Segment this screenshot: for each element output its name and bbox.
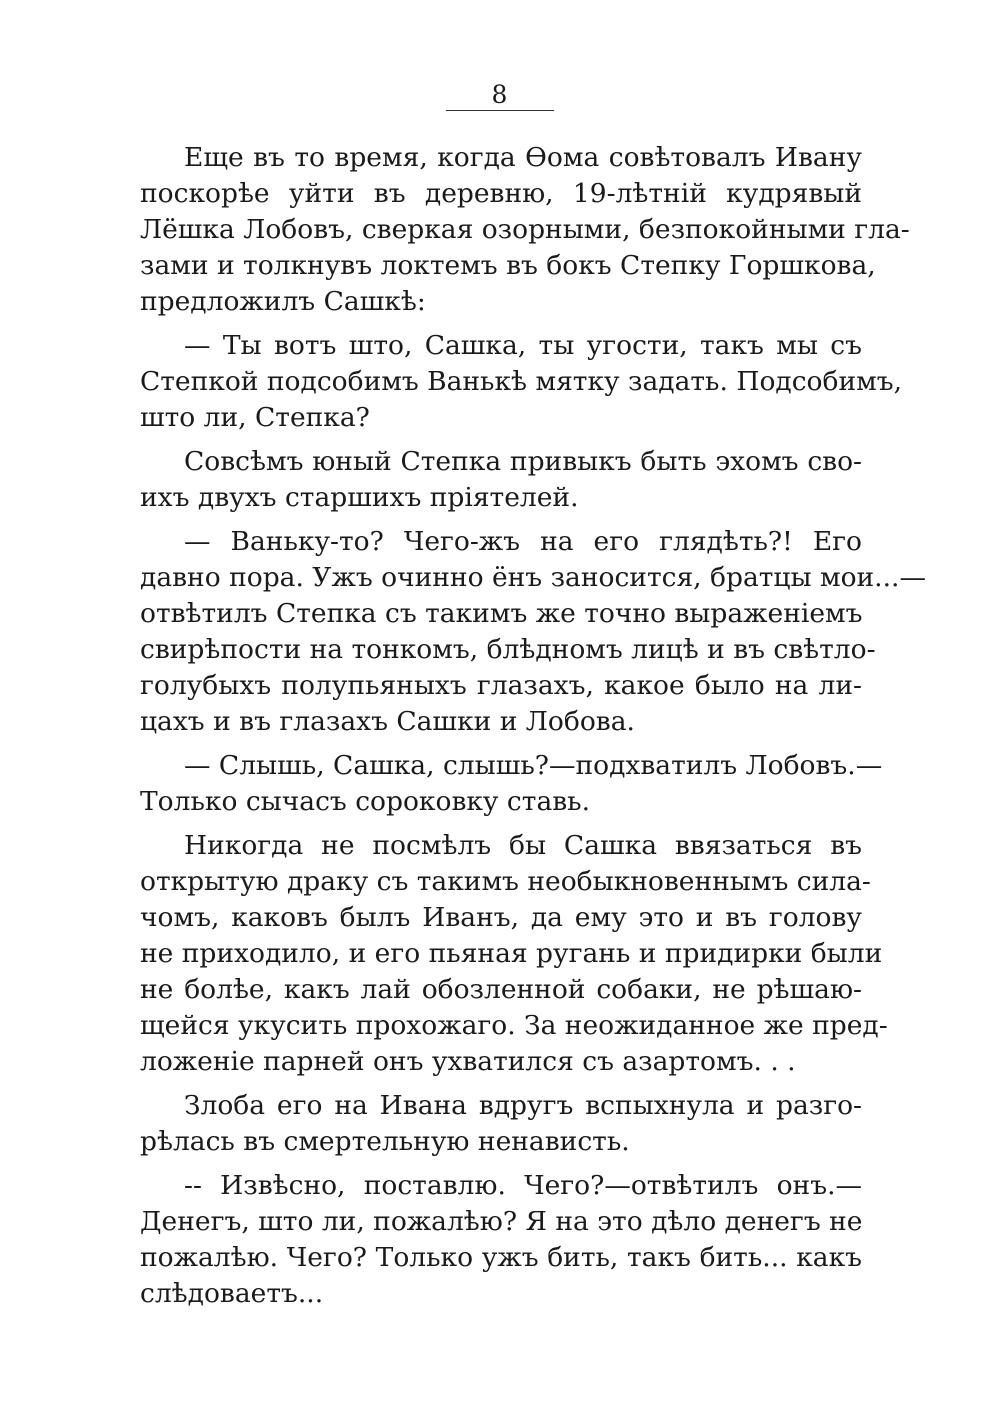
text-line: Денегъ, што ли, пожалѣю? Я на это дѣло денегъ не (140, 1206, 863, 1237)
paragraph (140, 328, 903, 436)
text-line: поскорѣе уйти въ деревню, 19-лѣтній кудрявый (140, 178, 862, 209)
text-line: Никогда не посмѣлъ бы Сашка ввязаться въ (184, 830, 862, 861)
paragraph (140, 1168, 862, 1312)
text-line: щейся укусить прохожаго. За неожиданное же пред- (140, 1010, 888, 1041)
text-line: свирѣпости на тонкомъ, блѣдномъ лицѣ и въ свѣтло- (140, 634, 876, 665)
text-line: слѣдоваетъ... (140, 1278, 324, 1309)
text-line: чомъ, каковъ былъ Иванъ, да ему это и въ голову (140, 902, 862, 933)
text-line: не болѣе, какъ лай обозленной собаки, не рѣшаю- (140, 974, 862, 1005)
text-line: ихъ двухъ старшихъ пріятелей. (140, 482, 579, 513)
paragraph (140, 524, 926, 740)
text-line: Степкой подсобимъ Ванькѣ мятку задать. Подсобимъ, (140, 366, 903, 397)
text-line: — Слышь, Сашка, слышь?—подхватилъ Лобовъ.— (184, 750, 883, 781)
text-line: што ли, Степка? (140, 402, 370, 433)
text-line: — Ваньку-то? Чего-жъ на его глядѣть?! Его (184, 526, 862, 557)
body-text (140, 140, 926, 1320)
text-line: Еще въ то время, когда Ѳома совѣтовалъ Ивану (184, 142, 862, 173)
text-line: предложилъ Сашкѣ: (140, 286, 426, 317)
text-line: Совсѣмъ юный Степка привыкъ быть эхомъ сво- (184, 446, 862, 477)
paragraph (140, 828, 888, 1080)
text-line: голубыхъ полупьяныхъ глазахъ, какое было на ли- (140, 670, 862, 701)
text-line: давно пора. Ужъ очинно ёнъ заносится, братцы мои...— (140, 562, 926, 593)
paragraph (140, 748, 883, 820)
text-line: отвѣтилъ Степка съ такимъ же точно выраженіемъ (140, 598, 863, 629)
text-line: рѣлась въ смертельную ненависть. (140, 1126, 630, 1157)
text-line: ложеніе парней онъ ухватился съ азартомъ. . . (140, 1046, 796, 1077)
text-line: Лёшка Лобовъ, сверкая озорными, безпокойными гла- (140, 214, 910, 245)
paragraph (140, 1088, 862, 1160)
text-line: Только сычасъ сороковку ставь. (140, 786, 591, 817)
page-number: 8 (491, 80, 509, 109)
paragraph (140, 140, 910, 320)
header-rule (446, 110, 554, 111)
text-line: цахъ и въ глазахъ Сашки и Лобова. (140, 706, 635, 737)
text-line: -- Извѣсно, поставлю. Чего?—отвѣтилъ онъ.— (184, 1170, 862, 1201)
text-line: открытую драку съ такимъ необыкновеннымъ сила- (140, 866, 871, 897)
text-line: Злоба его на Ивана вдругъ вспыхнула и разго- (184, 1090, 862, 1121)
paragraph (140, 444, 862, 516)
text-line: зами и толкнувъ локтемъ въ бокъ Степку Горшкова, (140, 250, 876, 281)
text-line: не приходило, и его пьяная ругань и придирки были (140, 938, 883, 969)
text-line: пожалѣю. Чего? Только ужъ бить, такъ бить... какъ (140, 1242, 862, 1273)
text-line: — Ты вотъ што, Сашка, ты угости, такъ мы съ (184, 330, 862, 361)
